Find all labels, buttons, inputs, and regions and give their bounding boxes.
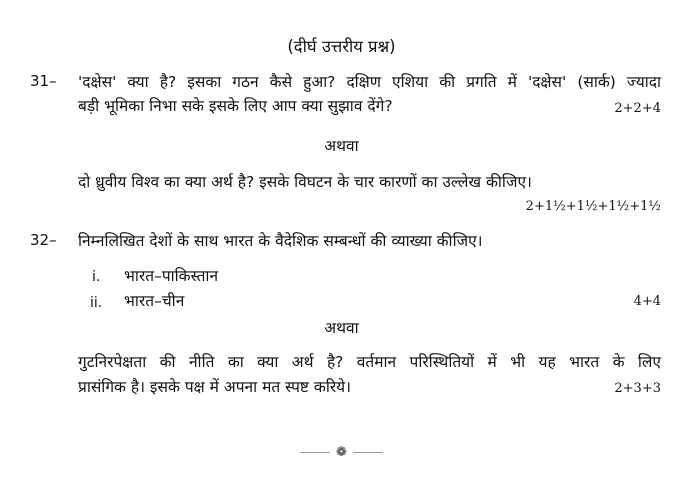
list-item-number: ii. bbox=[90, 295, 103, 311]
ornament-rule-left bbox=[300, 452, 330, 453]
question-text-line: बड़ी भूमिका निभा सके इसके लिए आप क्या सुझाव देंगे? bbox=[78, 97, 393, 115]
list-item-number: i. bbox=[92, 269, 101, 285]
question-text-line: 'दक्षेस' क्या है? इसका गठन कैसे हुआ? दक्षिण एशिया की प्रगति में 'दक्षेस' (सार्क) ज्यादा bbox=[78, 73, 661, 91]
list-item-label: भारत–चीन bbox=[124, 292, 185, 310]
alternate-question-text: दो ध्रुवीय विश्व का क्या अर्थ है? इसके विघटन के चार कारणों का उल्लेख कीजिए। bbox=[78, 173, 532, 191]
alternate-question-text-line: प्रासंगिक है। इसके पक्ष में अपना मत स्पष्ट करिये। bbox=[78, 378, 352, 396]
question-text-line: निम्नलिखित देशों के साथ भारत के वैदेशिक सम्बन्धों की व्याख्या कीजिए। bbox=[78, 232, 483, 250]
list-item-label: भारत–पाकिस्तान bbox=[124, 267, 219, 285]
marks-label: 2+2+4 bbox=[614, 101, 661, 116]
section-title: (दीर्घ उत्तरीय प्रश्न) bbox=[287, 37, 396, 56]
question-number: 31– bbox=[30, 72, 57, 90]
ornament-rule-right bbox=[353, 452, 383, 453]
marks-label: 4+4 bbox=[633, 294, 661, 309]
or-label: अथवा bbox=[324, 137, 359, 155]
footer-ornament bbox=[0, 445, 683, 460]
alternate-question-text-line: गुटनिरपेक्षता की नीति का क्या अर्थ है? वर्तमान परिस्थितियों में भी यह भारत के लिए bbox=[78, 353, 661, 371]
flower-ornament-icon: ❁ bbox=[336, 445, 347, 460]
question-number: 32– bbox=[30, 231, 57, 249]
marks-label: 2+1½+1½+1½+1½ bbox=[525, 199, 661, 214]
marks-label: 2+3+3 bbox=[614, 381, 661, 396]
or-label: अथवा bbox=[324, 319, 359, 337]
